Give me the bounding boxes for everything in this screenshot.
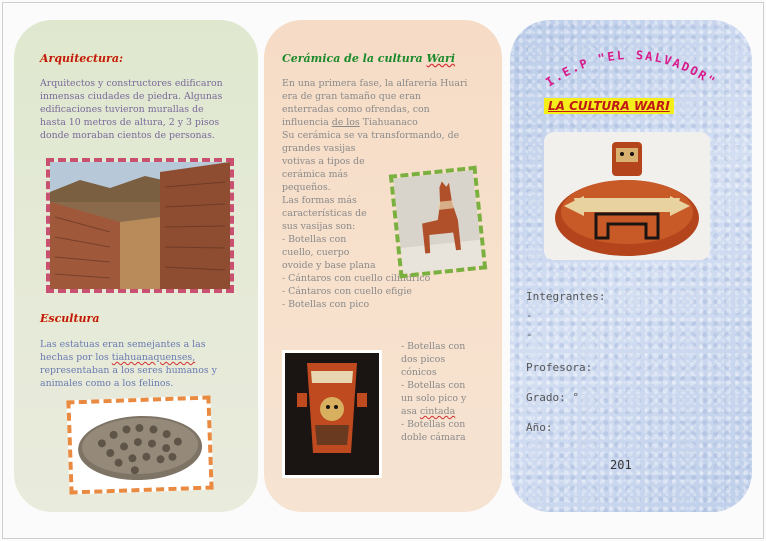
llama-vessel-photo bbox=[389, 166, 487, 279]
cer-line: - Botellas con bbox=[282, 234, 347, 245]
esc-line-part: hechas por los bbox=[40, 352, 112, 363]
integrante-line: - bbox=[526, 328, 533, 341]
cer-right-line: - Botellas con bbox=[401, 419, 466, 430]
arq-line: hasta 10 metros de altura, 2 y 3 pisos bbox=[40, 117, 220, 128]
cer-right-line: doble cámara bbox=[401, 432, 466, 443]
cer-right-part: asa bbox=[401, 406, 420, 417]
panel-middle bbox=[264, 20, 502, 512]
cer-right-line: - Botellas con bbox=[401, 380, 466, 391]
cer-cintada: cintada bbox=[419, 406, 456, 417]
cer-right-line bbox=[401, 405, 501, 418]
document-title: LA CULTURA WARI bbox=[544, 98, 674, 114]
cer-line: votivas a tipos de bbox=[282, 156, 365, 167]
cer-line: grandes vasijas bbox=[282, 143, 356, 154]
school-name-arc bbox=[520, 34, 742, 104]
cer-right-line: un solo pico y bbox=[401, 393, 467, 404]
cer-link: de los bbox=[331, 117, 360, 128]
arquitectura-text bbox=[40, 77, 255, 142]
esc-line bbox=[40, 351, 255, 364]
esc-misspelled: tiahuanaquenses, bbox=[111, 352, 196, 363]
wari-bottle-photo bbox=[544, 132, 710, 260]
panel-right bbox=[510, 20, 752, 512]
anio-label: Año: bbox=[526, 421, 553, 434]
cer-line: Las formas más bbox=[282, 195, 357, 206]
esc-line: representaban a los seres humanos y bbox=[40, 365, 217, 376]
info-block bbox=[526, 290, 605, 435]
cer-line: era de gran tamaño que eran bbox=[282, 91, 421, 102]
sculpture-image bbox=[71, 400, 210, 491]
escultura-heading: Escultura bbox=[40, 312, 100, 325]
esc-line: Las estatuas eran semejantes a las bbox=[40, 339, 206, 350]
school-name: I.E.P "EL SALVADOR" bbox=[543, 48, 719, 90]
cer-right-line: - Botellas con bbox=[401, 341, 466, 352]
cer-line: sus vasijas son: bbox=[282, 221, 356, 232]
stone-sculpture-photo bbox=[66, 396, 213, 495]
cer-line: Su cerámica se va transformando, de bbox=[282, 130, 460, 141]
cer-line: - Cántaros con cuello cilíndrico bbox=[282, 273, 431, 284]
ceramica-heading-text: Cerámica de la cultura bbox=[282, 52, 427, 65]
escultura-text bbox=[40, 338, 255, 390]
school-name-text bbox=[543, 48, 719, 89]
effigy-vessel-photo bbox=[282, 350, 382, 478]
cer-right-line: dos picos bbox=[401, 354, 446, 365]
grado-label: Grado: ° bbox=[526, 391, 579, 404]
ceramica-heading bbox=[282, 52, 455, 65]
ceramica-right-text bbox=[401, 340, 501, 444]
cer-line-part: influencia bbox=[282, 117, 332, 128]
arq-line: Arquitectos y constructores edificaron bbox=[40, 78, 223, 89]
integrante-line: - bbox=[526, 309, 533, 322]
cer-line: cerámica más bbox=[282, 169, 348, 180]
panel-left bbox=[14, 20, 258, 512]
esc-line: animales como a los felinos. bbox=[40, 378, 174, 389]
llama-vessel-image bbox=[393, 170, 483, 274]
cer-right-line: cónicos bbox=[401, 367, 437, 378]
cer-line: En una primera fase, la alfarería Huari bbox=[282, 78, 468, 89]
cer-line: pequeños. bbox=[282, 182, 331, 193]
cer-line: cuello, cuerpo bbox=[282, 247, 350, 258]
wari-walls-photo bbox=[46, 158, 234, 293]
arq-line: donde moraban cientos de personas. bbox=[40, 130, 215, 141]
year-value: 201 bbox=[610, 458, 632, 472]
cer-line: - Cántaros con cuello efigie bbox=[282, 286, 412, 297]
wari-bottle-image bbox=[544, 132, 710, 260]
cer-line: enterradas como ofrendas, con bbox=[282, 104, 430, 115]
effigy-vessel-image bbox=[285, 353, 379, 475]
cer-line-part: Tiahuanaco bbox=[359, 117, 418, 128]
integrantes-label: Integrantes: bbox=[526, 290, 606, 303]
arquitectura-heading: Arquitectura: bbox=[40, 52, 124, 65]
cer-line bbox=[282, 116, 492, 129]
arq-line: inmensas ciudades de piedra. Algunas bbox=[40, 91, 223, 102]
ceramica-heading-wari: Wari bbox=[426, 52, 456, 65]
stone-walls-image bbox=[50, 162, 230, 289]
arq-line: edificaciones tuvieron murallas de bbox=[40, 104, 204, 115]
cer-line: ovoide y base plana bbox=[282, 260, 376, 271]
cer-line: características de bbox=[282, 208, 367, 219]
profesora-label: Profesora: bbox=[526, 361, 593, 374]
cer-line: - Botellas con pico bbox=[282, 299, 370, 310]
